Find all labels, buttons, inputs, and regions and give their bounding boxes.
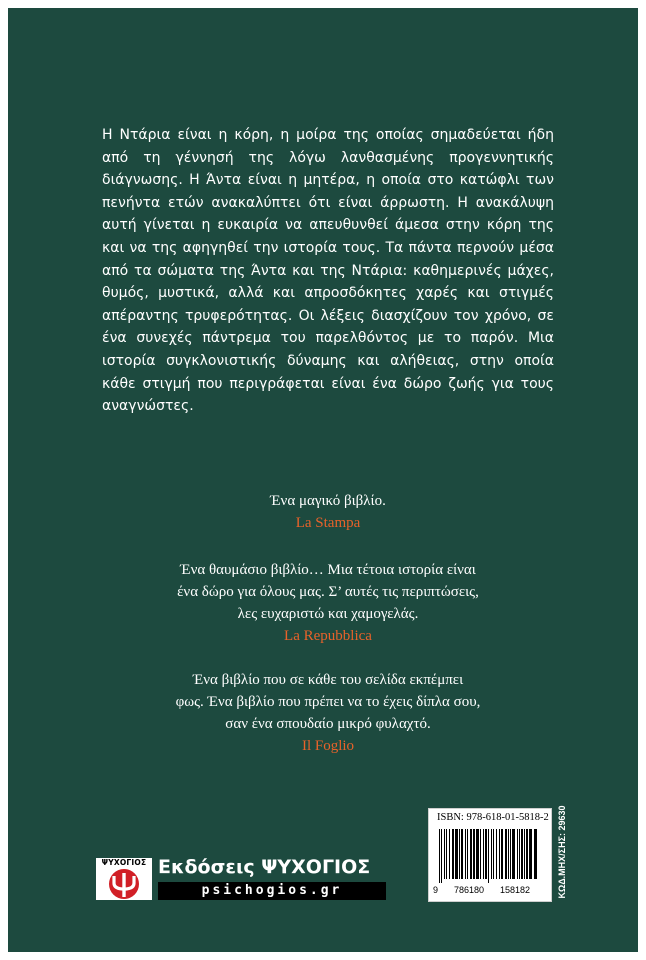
barcode-bar xyxy=(491,829,492,879)
publisher-mark-label: ΨΥΧΟΓΙΟΣ xyxy=(101,858,147,867)
barcode-digits-right: 158182 xyxy=(499,885,531,895)
barcode-bar xyxy=(526,829,528,879)
quote-line: Ένα μαγικό βιβλίο. xyxy=(270,493,386,509)
publisher-name: Εκδόσεις ΨΥΧΟΓΙΟΣ xyxy=(158,856,371,878)
barcode-bar xyxy=(505,829,507,879)
barcode-bar xyxy=(496,829,497,879)
barcode-bar xyxy=(439,829,440,883)
product-code-label: ΚΩΔ.ΜΗΧ/ΣΗΣ: 29630 xyxy=(557,805,567,899)
publisher-mark xyxy=(96,858,152,900)
quote-line: ένα δώρο για όλους μας. Σ’ αυτές τις περιπτώσεις, xyxy=(177,584,479,600)
barcode-bar xyxy=(524,829,525,879)
book-blurb: Η Ντάρια είναι η κόρη, η μοίρα της οποίας σημαδεύεται ήδη από τη γέννησή της λόγω λανθασμένης προγεννητικής διάγνωσης. Η Άντα είναι η μητέρα, η οποία στο κατώφλι των πενήντα ετών ανακαλύπτει ότι είναι άρρωστη. Η ανακάλυψη αυτή γίνεται η ευκαιρία να απευθυνθεί άμεσα στην κόρη της και να της αφηγηθεί την ιστορία τους. Τα πάντα περνούν μέσα από τα σώματα της Άντα και της Ντάρια: καθημερινές μάχες, θυμός, μυστικά, αλλά και απροσδόκητες χαρές και στιγμές απέραντης τρυφερότητας. Οι λέξεις διασχίζουν τον χρόνο, σε ένα συνεχές πάντρεμα του παρελθόντος με το παρόν. Μια ιστορία συγκλονιστικής δύναμης και αλήθειας, στην οποία κάθε στιγμή που περιγράφεται είναι ένα δώρο ζωής για τους αναγνώστες. xyxy=(102,127,554,415)
barcode-bar xyxy=(455,829,458,879)
barcode-bar xyxy=(483,829,484,879)
publisher-logo xyxy=(96,858,388,900)
barcode-bar xyxy=(534,829,537,879)
barcode-bar xyxy=(459,829,460,879)
quote-line: Ένα θαυμάσιο βιβλίο… Μια τέτοια ιστορία είναι xyxy=(180,562,476,578)
barcode-bar xyxy=(470,829,472,879)
isbn-barcode-box xyxy=(428,808,552,902)
barcode-bar xyxy=(499,829,500,879)
quote-line: λες ευχαριστώ και χαμογελάς. xyxy=(237,606,419,622)
barcode-bar xyxy=(461,829,463,879)
barcode-bar xyxy=(521,829,523,879)
barcode-bar xyxy=(493,829,494,879)
review-quote-2 xyxy=(148,559,508,647)
barcode-bar xyxy=(473,829,475,879)
barcode-digits-left: 786180 xyxy=(453,885,485,895)
review-quote-3 xyxy=(148,669,508,757)
quote-source: La Stampa xyxy=(295,515,361,531)
barcode-bar xyxy=(512,829,515,879)
barcode-bar xyxy=(485,829,487,879)
barcode-bar xyxy=(441,829,442,883)
quote-line: φως. Ένα βιβλίο που πρέπει να το έχεις δίπλα σου, xyxy=(175,694,481,710)
isbn-text: ISBN: 978-618-01-5818-2 xyxy=(437,812,549,823)
barcode-bar xyxy=(519,829,520,879)
barcode-bar xyxy=(467,829,468,879)
barcode-bar xyxy=(488,829,489,883)
barcode-bar xyxy=(452,829,454,879)
quote-source: Il Foglio xyxy=(301,738,355,754)
barcode-bar xyxy=(529,829,532,879)
publisher-url: psichogios.gr xyxy=(158,882,386,900)
barcode-bar xyxy=(480,829,481,879)
barcode-bar xyxy=(517,829,518,879)
psi-icon xyxy=(106,868,142,899)
review-quote-1 xyxy=(148,490,508,534)
barcode-bar xyxy=(508,829,509,879)
barcode-bar xyxy=(449,829,450,879)
back-cover xyxy=(8,8,638,952)
barcode-bar xyxy=(446,829,447,879)
barcode-bar xyxy=(465,829,466,879)
barcode-bar xyxy=(501,829,503,879)
barcode-bar xyxy=(444,829,445,879)
quote-line: σαν ένα σπουδαίο μικρό φυλαχτό. xyxy=(225,716,431,732)
barcode-graphic xyxy=(439,829,541,883)
quote-line: Ένα βιβλίο που σε κάθε του σελίδα εκπέμπει xyxy=(192,672,464,688)
barcode-bar xyxy=(510,829,511,879)
barcode-digit-first: 9 xyxy=(433,885,439,895)
quote-source: La Repubblica xyxy=(284,628,372,644)
barcode-bar xyxy=(476,829,479,879)
